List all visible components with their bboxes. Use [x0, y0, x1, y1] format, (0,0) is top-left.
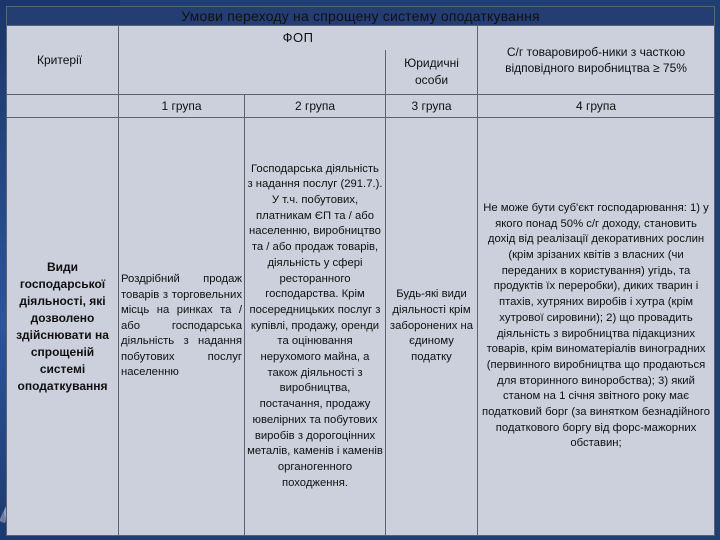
- conditions-table: [6, 6, 715, 536]
- group-3-header: 3 група: [386, 95, 478, 118]
- table-title: Умови переходу на спрощену систему оподаткування: [7, 7, 715, 26]
- group-2-header: 2 група: [245, 95, 386, 118]
- fop-header-spacer: [119, 50, 386, 95]
- activity-types-label: Види господарської діяльності, які дозволено здійснювати на спрощеній системі оподаткування: [7, 118, 119, 536]
- group-3-conditions: Будь-які види діяльності крім заборонених на єдиному податку: [386, 118, 478, 536]
- criteria-header: Критерії: [7, 26, 119, 95]
- agri-producers-header: С/г товаровироб-ники з часткою відповідного виробництва ≥ 75%: [478, 26, 715, 95]
- group-2-conditions: Господарська діяльність з надання послуг (291.7.). У т.ч. побутових, платникам ЄП та / або населенню, виробництво та / або продаж товарів, діяльність у сфері ресторанного господарства. Крім посередницьких послуг з купівлі, продажу, оренди та оцінювання нерухомого майна, а також діяльності з виробництва, постачання, продажу ювелірних та побутових виробів з дорогоцінних металів, каменів і каменів органогенного походження.: [245, 118, 386, 536]
- group-1-header: 1 група: [119, 95, 245, 118]
- group-4-conditions: Не може бути суб'єкт господарювання: 1) у якого понад 50% с/г доходу, становить дохід від реалізації декоративних рослин (крім зрізаних квітів з власних (чи переданих в користування) угідь, та продуктів їх переробки), диких тварин і птахів, хутряних виробів і хутра (крім хутрової сировини); 2) що провадить діяльність з виробництва підакцизних товарів, крім виноматеріалів виноградних (первинного виробництва що продаються для вторинного виноробства); 3) який станом на 1 січня звітного року має податковий борг (за винятком безнадійного податкового боргу від форс-мажорних обставин;: [478, 118, 715, 536]
- fop-header: ФОП: [119, 26, 478, 50]
- legal-entities-header: Юридичні особи: [386, 50, 478, 95]
- group-1-conditions: Роздрібний продаж товарів з торговельних місць на ринках та / або господарська діяльність з надання побутових послуг населенню: [119, 118, 245, 536]
- group-4-header: 4 група: [478, 95, 715, 118]
- groups-row-spacer: [7, 95, 119, 118]
